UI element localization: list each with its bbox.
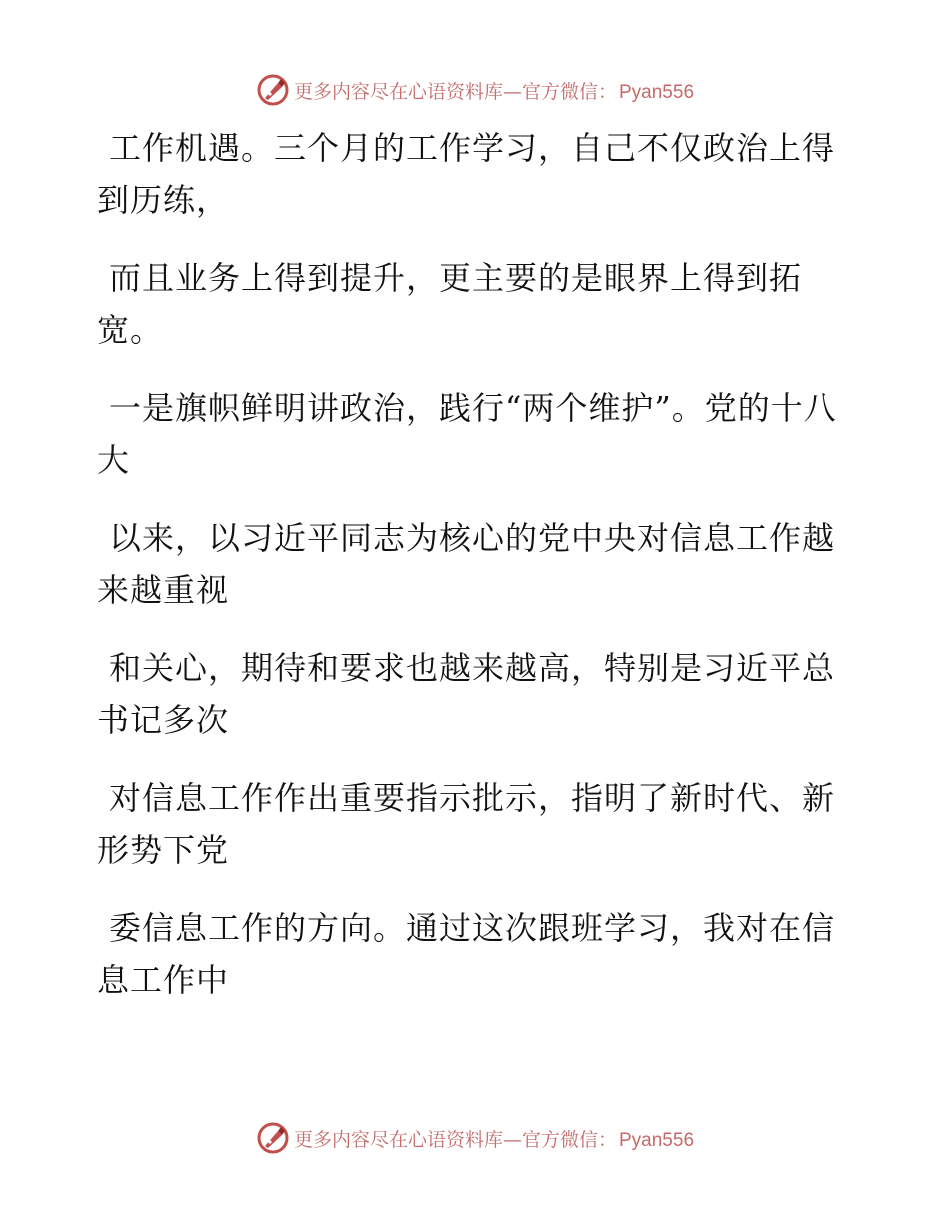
- watermark-text-cn: 更多内容尽在心语资料库—官方微信：: [293, 80, 617, 103]
- watermark-text: [294, 1125, 694, 1152]
- paragraph: 一是旗帜鲜明讲政治，践行“两个维护”。党的十八大: [97, 389, 837, 479]
- watermark-wechat-id: Pyan556: [619, 81, 695, 103]
- paragraph: 而且业务上得到提升，更主要的是眼界上得到拓宽。: [97, 259, 803, 349]
- watermark-banner-bottom: [0, 1118, 950, 1158]
- document-body: [97, 122, 837, 1032]
- watermark-content: [256, 1121, 694, 1155]
- watermark-banner-top: [0, 70, 950, 110]
- watermark-text: [294, 77, 694, 104]
- paragraph: 和关心，期待和要求也越来越高，特别是习近平总书记多次: [97, 649, 836, 739]
- watermark-text-cn: 更多内容尽在心语资料库—官方微信：: [293, 1128, 617, 1151]
- paragraph: 以来，以习近平同志为核心的党中央对信息工作越来越重视: [97, 519, 836, 609]
- pen-nib-logo-icon: [256, 73, 290, 107]
- pen-nib-logo-icon: [256, 1121, 290, 1155]
- paragraph: 委信息工作的方向。通过这次跟班学习，我对在信息工作中: [97, 909, 836, 999]
- watermark-wechat-id: Pyan556: [619, 1129, 695, 1151]
- paragraph: 工作机遇。三个月的工作学习，自己不仅政治上得到历练，: [97, 129, 836, 219]
- paragraph: 对信息工作作出重要指示批示，指明了新时代、新形势下党: [97, 779, 836, 869]
- watermark-content: [256, 73, 694, 107]
